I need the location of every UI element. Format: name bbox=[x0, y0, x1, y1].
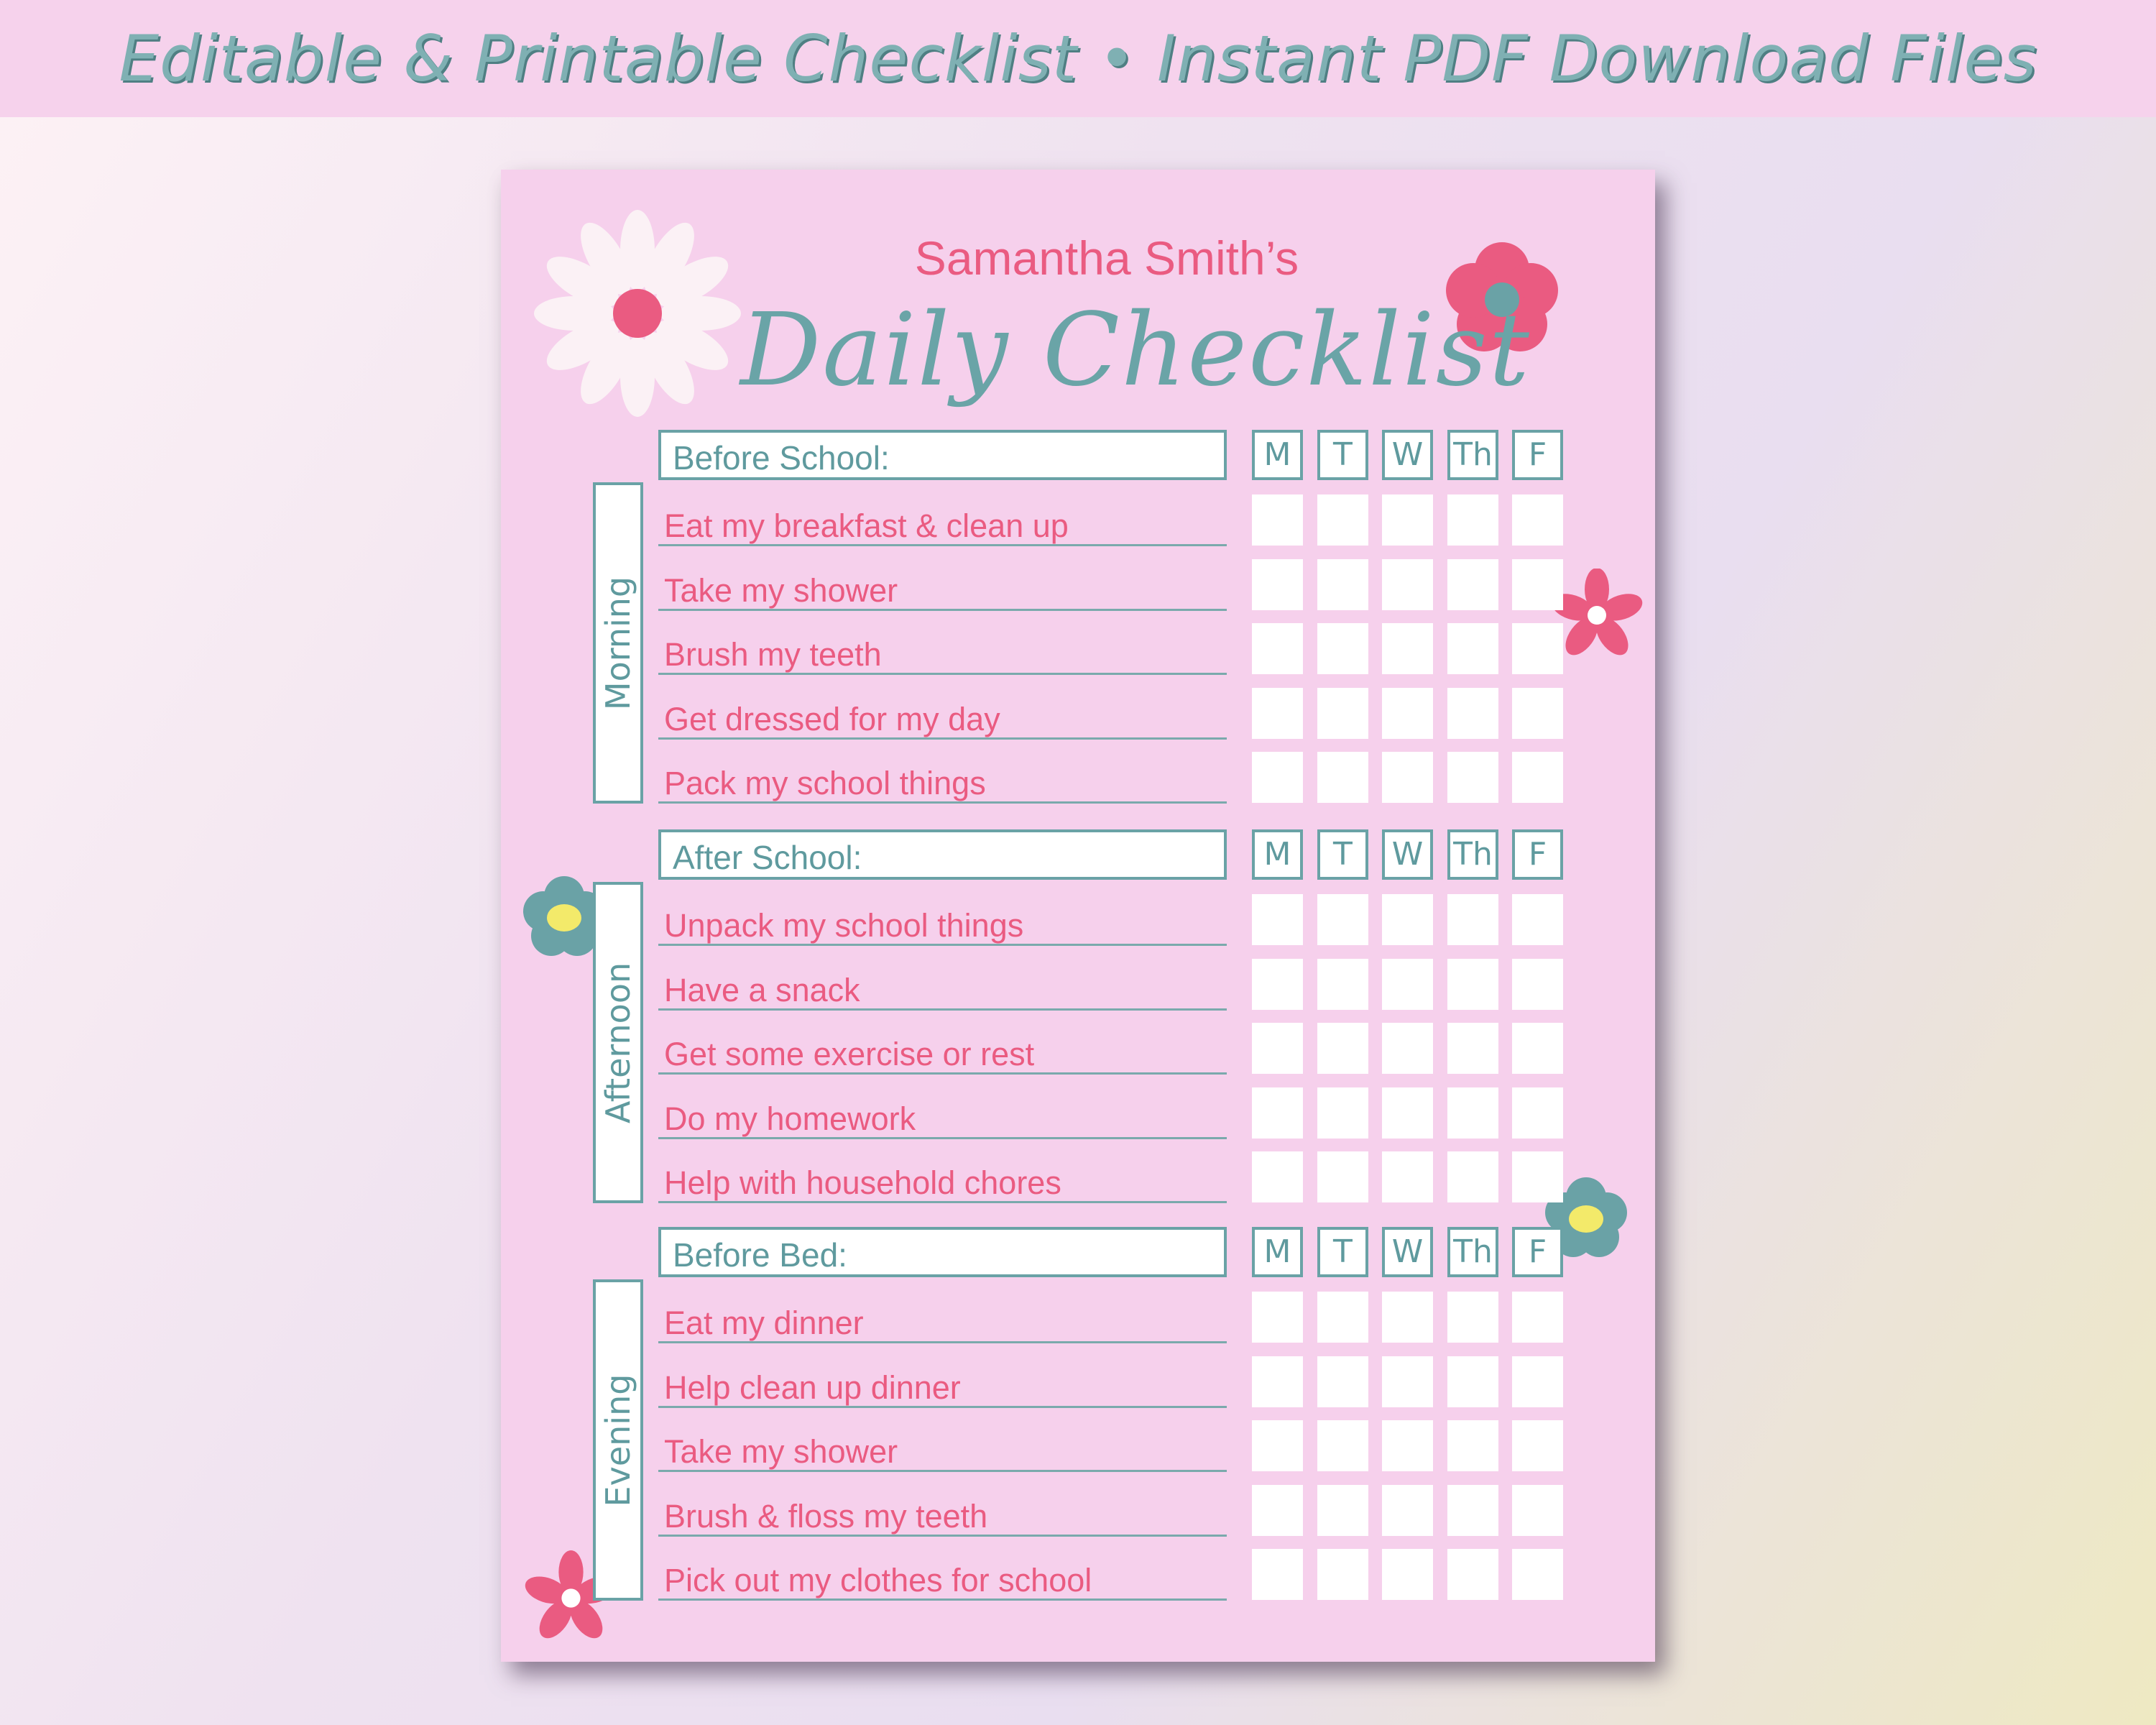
day-header-thu: Th bbox=[1447, 430, 1498, 480]
day-header-thu: Th bbox=[1447, 829, 1498, 880]
checkbox-tue[interactable] bbox=[1317, 752, 1368, 803]
task-label[interactable]: Help clean up dinner bbox=[658, 1363, 1227, 1408]
checkbox-mon[interactable] bbox=[1252, 494, 1303, 546]
checkbox-tue[interactable] bbox=[1317, 959, 1368, 1010]
checkbox-thu[interactable] bbox=[1447, 623, 1498, 674]
checkbox-mon[interactable] bbox=[1252, 1485, 1303, 1536]
checkbox-wed[interactable] bbox=[1382, 959, 1433, 1010]
day-header-mon: M bbox=[1252, 1227, 1303, 1277]
checkbox-thu[interactable] bbox=[1447, 559, 1498, 610]
checkbox-tue[interactable] bbox=[1317, 1356, 1368, 1407]
checkbox-wed[interactable] bbox=[1382, 752, 1433, 803]
checkbox-tue[interactable] bbox=[1317, 894, 1368, 945]
checkbox-fri[interactable] bbox=[1512, 688, 1563, 739]
checkbox-thu[interactable] bbox=[1447, 1151, 1498, 1202]
day-header-wed: W bbox=[1382, 430, 1433, 480]
checkbox-fri[interactable] bbox=[1512, 1023, 1563, 1074]
checkbox-tue[interactable] bbox=[1317, 688, 1368, 739]
checkbox-fri[interactable] bbox=[1512, 1485, 1563, 1536]
task-label[interactable]: Eat my dinner bbox=[658, 1299, 1227, 1343]
checkbox-thu[interactable] bbox=[1447, 894, 1498, 945]
day-header-thu: Th bbox=[1447, 1227, 1498, 1277]
checkbox-wed[interactable] bbox=[1382, 1087, 1433, 1138]
checkbox-tue[interactable] bbox=[1317, 494, 1368, 546]
day-header-fri: F bbox=[1512, 829, 1563, 880]
day-header-fri: F bbox=[1512, 430, 1563, 480]
checkbox-tue[interactable] bbox=[1317, 1549, 1368, 1600]
checkbox-fri[interactable] bbox=[1512, 1087, 1563, 1138]
checkbox-thu[interactable] bbox=[1447, 1485, 1498, 1536]
period-label-text: Morning bbox=[599, 576, 637, 710]
checkbox-wed[interactable] bbox=[1382, 1549, 1433, 1600]
task-label[interactable]: Have a snack bbox=[658, 966, 1227, 1011]
checkbox-fri[interactable] bbox=[1512, 1292, 1563, 1343]
checkbox-fri[interactable] bbox=[1512, 959, 1563, 1010]
checkbox-tue[interactable] bbox=[1317, 1087, 1368, 1138]
task-label[interactable]: Pack my school things bbox=[658, 759, 1227, 804]
checkbox-fri[interactable] bbox=[1512, 894, 1563, 945]
banner-title: Editable & Printable Checklist • Instant PDF Download Files bbox=[119, 22, 2037, 96]
task-label[interactable]: Take my shower bbox=[658, 566, 1227, 611]
task-label[interactable]: Pick out my clothes for school bbox=[658, 1556, 1227, 1601]
task-label[interactable]: Take my shower bbox=[658, 1427, 1227, 1472]
day-header-tue: T bbox=[1317, 1227, 1368, 1277]
checkbox-mon[interactable] bbox=[1252, 959, 1303, 1010]
owner-name[interactable]: Samantha Smith’s bbox=[914, 231, 1299, 285]
checkbox-mon[interactable] bbox=[1252, 1023, 1303, 1074]
checkbox-fri[interactable] bbox=[1512, 623, 1563, 674]
checkbox-wed[interactable] bbox=[1382, 1485, 1433, 1536]
checkbox-wed[interactable] bbox=[1382, 1420, 1433, 1471]
day-header-fri: F bbox=[1512, 1227, 1563, 1277]
checkbox-mon[interactable] bbox=[1252, 1292, 1303, 1343]
pink-flower-icon bbox=[1550, 569, 1644, 662]
section-heading[interactable]: After School: bbox=[658, 829, 1227, 880]
checkbox-wed[interactable] bbox=[1382, 559, 1433, 610]
checkbox-thu[interactable] bbox=[1447, 688, 1498, 739]
checkbox-tue[interactable] bbox=[1317, 623, 1368, 674]
period-label-afternoon bbox=[593, 882, 643, 1203]
checkbox-wed[interactable] bbox=[1382, 1151, 1433, 1202]
checkbox-tue[interactable] bbox=[1317, 1292, 1368, 1343]
task-label[interactable]: Brush & floss my teeth bbox=[658, 1492, 1227, 1537]
day-header-mon: M bbox=[1252, 430, 1303, 480]
checkbox-mon[interactable] bbox=[1252, 623, 1303, 674]
checkbox-wed[interactable] bbox=[1382, 894, 1433, 945]
day-header-wed: W bbox=[1382, 1227, 1433, 1277]
checkbox-thu[interactable] bbox=[1447, 1420, 1498, 1471]
checkbox-tue[interactable] bbox=[1317, 1420, 1368, 1471]
checkbox-thu[interactable] bbox=[1447, 959, 1498, 1010]
page-title: Daily Checklist bbox=[740, 292, 1531, 409]
checkbox-mon[interactable] bbox=[1252, 1549, 1303, 1600]
checkbox-tue[interactable] bbox=[1317, 1023, 1368, 1074]
task-label[interactable]: Get dressed for my day bbox=[658, 695, 1227, 740]
day-header-tue: T bbox=[1317, 829, 1368, 880]
checkbox-mon[interactable] bbox=[1252, 1356, 1303, 1407]
period-label-text: Evening bbox=[599, 1374, 637, 1506]
period-label-evening bbox=[593, 1279, 643, 1601]
checkbox-tue[interactable] bbox=[1317, 559, 1368, 610]
section-heading[interactable]: Before School: bbox=[658, 430, 1227, 480]
checkbox-thu[interactable] bbox=[1447, 752, 1498, 803]
checkbox-tue[interactable] bbox=[1317, 1151, 1368, 1202]
checkbox-fri[interactable] bbox=[1512, 1151, 1563, 1202]
period-label-morning bbox=[593, 482, 643, 804]
checkbox-thu[interactable] bbox=[1447, 1087, 1498, 1138]
day-header-wed: W bbox=[1382, 829, 1433, 880]
task-label[interactable]: Unpack my school things bbox=[658, 901, 1227, 946]
checkbox-wed[interactable] bbox=[1382, 688, 1433, 739]
task-label[interactable]: Brush my teeth bbox=[658, 630, 1227, 675]
task-label[interactable]: Eat my breakfast & clean up bbox=[658, 502, 1227, 546]
checkbox-wed[interactable] bbox=[1382, 623, 1433, 674]
checkbox-thu[interactable] bbox=[1447, 1292, 1498, 1343]
period-label-text: Afternoon bbox=[599, 962, 637, 1123]
checkbox-thu[interactable] bbox=[1447, 1023, 1498, 1074]
checkbox-mon[interactable] bbox=[1252, 1151, 1303, 1202]
checklist-sheet bbox=[501, 170, 1655, 1662]
checkbox-mon[interactable] bbox=[1252, 688, 1303, 739]
checkbox-fri[interactable] bbox=[1512, 494, 1563, 546]
checkbox-thu[interactable] bbox=[1447, 1356, 1498, 1407]
task-label[interactable]: Do my homework bbox=[658, 1095, 1227, 1139]
checkbox-tue[interactable] bbox=[1317, 1485, 1368, 1536]
checkbox-fri[interactable] bbox=[1512, 1549, 1563, 1600]
checkbox-mon[interactable] bbox=[1252, 559, 1303, 610]
checkbox-mon[interactable] bbox=[1252, 894, 1303, 945]
checkbox-wed[interactable] bbox=[1382, 1356, 1433, 1407]
checkbox-fri[interactable] bbox=[1512, 1420, 1563, 1471]
checkbox-fri[interactable] bbox=[1512, 559, 1563, 610]
checkbox-wed[interactable] bbox=[1382, 1023, 1433, 1074]
checkbox-thu[interactable] bbox=[1447, 1549, 1498, 1600]
banner bbox=[0, 0, 2156, 117]
checkbox-mon[interactable] bbox=[1252, 1420, 1303, 1471]
checkbox-wed[interactable] bbox=[1382, 494, 1433, 546]
checkbox-mon[interactable] bbox=[1252, 1087, 1303, 1138]
checkbox-fri[interactable] bbox=[1512, 1356, 1563, 1407]
section-heading[interactable]: Before Bed: bbox=[658, 1227, 1227, 1277]
checkbox-fri[interactable] bbox=[1512, 752, 1563, 803]
checkbox-wed[interactable] bbox=[1382, 1292, 1433, 1343]
task-label[interactable]: Get some exercise or rest bbox=[658, 1030, 1227, 1075]
day-header-mon: M bbox=[1252, 829, 1303, 880]
day-header-tue: T bbox=[1317, 430, 1368, 480]
checkbox-mon[interactable] bbox=[1252, 752, 1303, 803]
task-label[interactable]: Help with household chores bbox=[658, 1159, 1227, 1203]
checkbox-thu[interactable] bbox=[1447, 494, 1498, 546]
